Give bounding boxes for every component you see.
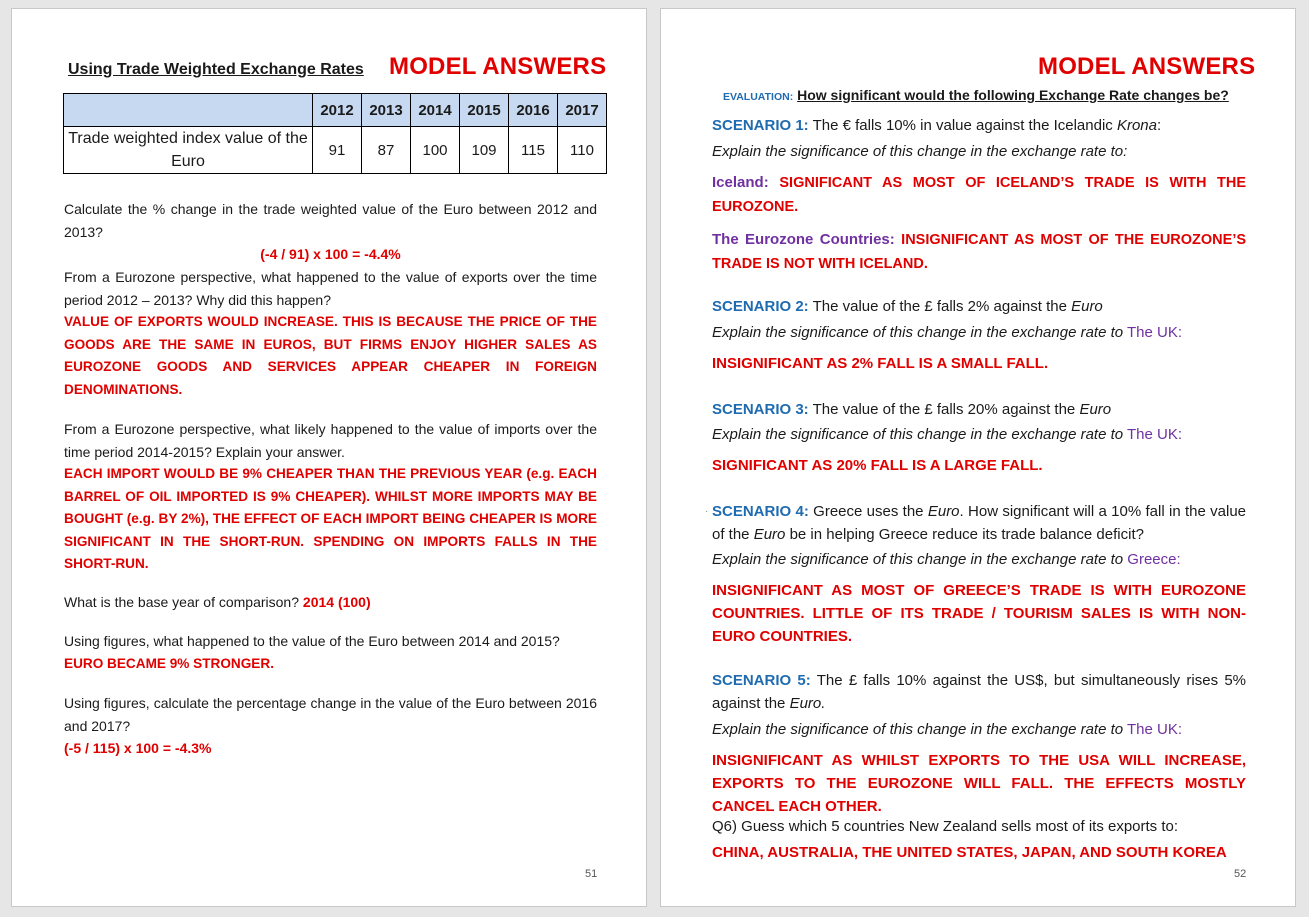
explain-text: Explain the significance of this change in the exchange rate to [712,426,1124,443]
scenario-text: The € falls 10% in value against the Icelandic [812,117,1113,134]
page-51 [11,8,647,907]
answer-text: SIGNIFICANT AS MOST OF ICELAND’S TRADE IS WITH THE EUROZONE. [712,175,1246,215]
scenario-text-italic: Euro. [789,695,826,712]
scenario-text: The £ falls 10% against the US$, but simultaneously rises 5% against the [712,672,1246,712]
explain-text: Explain the significance of this change in the exchange rate to [712,721,1124,738]
year-header: 2016 [509,94,558,127]
answer-iceland: Iceland: SIGNIFICANT AS MOST OF ICELAND’S TRADE IS WITH THE EUROZONE. [712,174,1246,215]
explain-text: Explain the significance of this change in the exchange rate to [712,324,1124,341]
answer-5: EURO BECAME 9% STRONGER. [64,656,274,671]
answer-2: VALUE OF EXPORTS WOULD INCREASE. THIS IS BECAUSE THE PRICE OF THE GOODS ARE THE SAME IN EUROS, BUT FIRMS ENJOY HIGHER SALES AS EUROZONE GOODS AND SERVICES APPEAR CHEAPER IN FOREIGN DENOMINATIONS. [64,314,597,397]
answer-text: SIGNIFICANT AS 20% FALL IS A LARGE FALL. [712,457,1043,474]
target-label: The Eurozone Countries [712,231,890,248]
year-header: 2017 [558,94,607,127]
scenario-text: : [1156,117,1162,134]
scenario-3 [712,398,1246,421]
question-1: Calculate the % change in the trade weighted value of the Euro between 2012 and 2013? [64,201,597,240]
answer-text: INSIGNIFICANT AS MOST OF GREECE’S TRADE IS WITH EUROZONE COUNTRIES. LITTLE OF ITS TRADE / TOURISM SALES IS WITH NON-EURO COUNTRIES. [712,582,1246,645]
index-value: 110 [558,127,607,174]
question-4-line [64,591,597,614]
question-6: Using figures, calculate the percentage change in the value of the Euro between 2016 and 2017? [64,695,597,734]
index-value: 100 [411,127,460,174]
evaluation-tag: EVALUATION: [723,91,794,103]
target-label: The UK: [1127,324,1183,341]
scenario-1 [712,114,1246,137]
answer-6: CHINA, AUSTRALIA, THE UNITED STATES, JAPAN, AND SOUTH KOREA [712,844,1227,861]
scenario-label: SCENARIO 3: [712,401,809,418]
explain-line: Explain the significance of this change in the exchange rate to: [712,143,1128,160]
index-value: 115 [509,127,558,174]
answer-6: (-5 / 115) x 100 = -4.3% [64,740,212,756]
target-label: The UK: [1127,721,1183,738]
year-header: 2015 [460,94,509,127]
scenario-text-italic: Euro [1071,298,1103,315]
target-label: The UK: [1127,426,1183,443]
index-value: 109 [460,127,509,174]
row-label: Trade weighted index value of the Euro [64,127,313,174]
scenario-text: Greece uses the [813,503,924,520]
scenario-text: The value of the £ falls 20% against the [812,401,1076,418]
answer-text: INSIGNIFICANT AS WHILST EXPORTS TO THE USA WILL INCREASE, EXPORTS TO THE EUROZONE WILL FALL. THE EFFECTS MOSTLY CANCEL EACH OTHER. [712,752,1246,815]
scenario-text: be in helping Greece reduce its trade balance deficit? [789,526,1144,543]
question-4: What is the base year of comparison? [64,594,300,610]
page-number: 52 [1234,868,1247,880]
question-5: Using figures, what happened to the value of the Euro between 2014 and 2015? [64,633,560,649]
answer-1: (-4 / 91) x 100 = -4.4% [260,246,401,262]
index-value: 87 [362,127,411,174]
table-header-empty [64,94,313,127]
scenario-4 [712,500,1246,546]
year-header: 2012 [313,94,362,127]
evaluation-question: How significant would the following Exchange Rate changes be? [797,87,1229,103]
index-value: 91 [313,127,362,174]
year-header: 2014 [411,94,460,127]
model-answers-heading: MODEL ANSWERS [389,53,607,80]
question-6: Q6) Guess which 5 countries New Zealand sells most of its exports to: [712,818,1179,835]
year-header: 2013 [362,94,411,127]
target-label: Greece: [1127,551,1181,568]
scenario-text-italic: Euro [927,503,960,520]
scenario-text-italic: Euro [753,526,786,543]
scenario-text-italic: Euro [1079,401,1112,418]
scenario-text: . How significant will a 10% fall in the value of the [712,503,1247,543]
scenario-text-italic: Krona [1116,117,1157,134]
table-row [64,127,607,174]
scenario-label: SCENARIO 2: [712,298,809,315]
answer-3: EACH IMPORT WOULD BE 9% CHEAPER THAN THE PREVIOUS YEAR (e.g. EACH BARREL OF OIL IMPORTED IS 9% CHEAPER). WHILST MORE IMPORTS MAY BE BOUGHT (e.g. BY 2%), THE EFFECT OF EACH IMPORT BEING CHEAPER IS MORE SIGNIFICANT IN THE SHORT-RUN. SPENDING ON IMPORTS FALLS IN THE SHORT-RUN. [64,466,597,571]
page-title: Using Trade Weighted Exchange Rates [68,61,364,78]
answer-text: INSIGNIFICANT AS 2% FALL IS A SMALL FALL. [712,355,1049,372]
target-label: Iceland [712,174,764,191]
bullet-dot: · [705,506,709,517]
answer-text: INSIGNIFICANT AS MOST OF THE EUROZONE’S TRADE IS NOT WITH ICELAND. [712,232,1247,272]
explain-line [712,321,1246,344]
page-52 [660,8,1296,907]
answer-4: 2014 (100) [302,594,371,610]
scenario-label: SCENARIO 4: [712,503,809,520]
explain-line [712,548,1246,571]
question-3: From a Eurozone perspective, what likely happened to the value of imports over the time period 2014-2015? Explain your answer. [64,421,597,460]
evaluation-heading [723,87,1229,103]
answer-eurozone: The Eurozone Countries: INSIGNIFICANT AS MOST OF THE EUROZONE’S TRADE IS NOT WITH ICELAND. [712,231,1247,272]
scenario-label: SCENARIO 1: [712,117,809,134]
table-header-row [64,94,607,127]
scenario-2 [712,295,1246,318]
scenario-label: SCENARIO 5: [712,672,811,689]
scenario-text: The value of the £ falls 2% against the [812,298,1067,315]
explain-line [712,423,1246,446]
model-answers-heading: MODEL ANSWERS [1038,53,1256,80]
trade-weighted-index-table [63,93,607,174]
page-number: 51 [585,868,598,880]
explain-line [712,718,1246,741]
explain-text: Explain the significance of this change in the exchange rate to [712,551,1124,568]
scenario-5 [712,669,1246,715]
question-2: From a Eurozone perspective, what happened to the value of exports over the time period 2012 – 2013? Why did this happen? [64,269,597,308]
